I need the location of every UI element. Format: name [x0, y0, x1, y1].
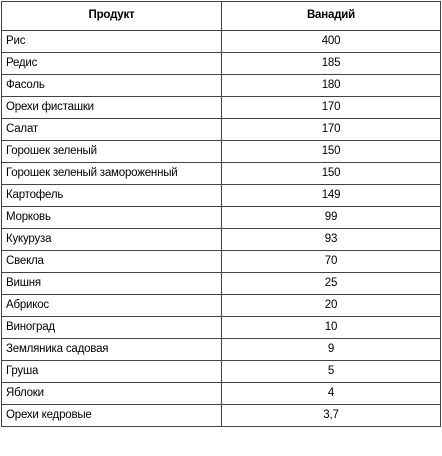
- table-row: [2, 207, 441, 229]
- vanadium-cell: 3,7: [222, 405, 441, 427]
- vanadium-cell: 149: [222, 185, 441, 207]
- product-cell: Свекла: [2, 251, 222, 273]
- product-cell: Орехи фисташки: [2, 97, 222, 119]
- vanadium-cell: 70: [222, 251, 441, 273]
- product-cell: Груша: [2, 361, 222, 383]
- vanadium-cell: 180: [222, 75, 441, 97]
- table-row: [2, 53, 441, 75]
- vanadium-cell: 20: [222, 295, 441, 317]
- vanadium-cell: 400: [222, 31, 441, 53]
- product-cell: Земляника садовая: [2, 339, 222, 361]
- column-header-product: Продукт: [2, 2, 222, 31]
- product-cell: Горошек зеленый замороженный: [2, 163, 222, 185]
- vanadium-cell: 25: [222, 273, 441, 295]
- product-cell: Морковь: [2, 207, 222, 229]
- vanadium-cell: 9: [222, 339, 441, 361]
- table-header-row: [2, 2, 441, 31]
- vanadium-content-table: [1, 1, 441, 427]
- vanadium-cell: 93: [222, 229, 441, 251]
- product-cell: Кукуруза: [2, 229, 222, 251]
- table-row: [2, 31, 441, 53]
- product-cell: Виноград: [2, 317, 222, 339]
- table-row: [2, 361, 441, 383]
- vanadium-cell: 185: [222, 53, 441, 75]
- table-row: [2, 97, 441, 119]
- vanadium-cell: 4: [222, 383, 441, 405]
- table-row: [2, 383, 441, 405]
- table-row: [2, 141, 441, 163]
- product-cell: Горошек зеленый: [2, 141, 222, 163]
- table-row: [2, 339, 441, 361]
- product-cell: Салат: [2, 119, 222, 141]
- product-cell: Абрикос: [2, 295, 222, 317]
- table-row: [2, 75, 441, 97]
- table-row: [2, 229, 441, 251]
- table-row: [2, 251, 441, 273]
- product-cell: Фасоль: [2, 75, 222, 97]
- product-cell: Яблоки: [2, 383, 222, 405]
- table-row: [2, 119, 441, 141]
- vanadium-cell: 170: [222, 97, 441, 119]
- vanadium-cell: 150: [222, 141, 441, 163]
- product-cell: Картофель: [2, 185, 222, 207]
- table-row: [2, 405, 441, 427]
- table-row: [2, 295, 441, 317]
- vanadium-cell: 5: [222, 361, 441, 383]
- vanadium-cell: 150: [222, 163, 441, 185]
- table-row: [2, 317, 441, 339]
- vanadium-cell: 99: [222, 207, 441, 229]
- product-cell: Вишня: [2, 273, 222, 295]
- product-cell: Редис: [2, 53, 222, 75]
- vanadium-cell: 170: [222, 119, 441, 141]
- product-cell: Рис: [2, 31, 222, 53]
- table-row: [2, 163, 441, 185]
- product-cell: Орехи кедровые: [2, 405, 222, 427]
- vanadium-cell: 10: [222, 317, 441, 339]
- column-header-vanadium: Ванадий: [222, 2, 441, 31]
- table-row: [2, 185, 441, 207]
- table-row: [2, 273, 441, 295]
